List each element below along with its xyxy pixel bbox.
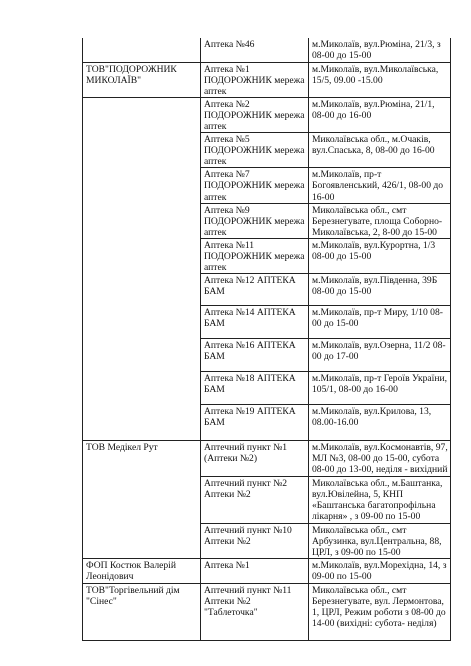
outlet-cell: Аптека №2 ПОДОРОЖНИК мережа аптек bbox=[201, 97, 309, 132]
document-page bbox=[82, 38, 450, 641]
table-row bbox=[83, 168, 451, 203]
outlet-cell: Аптека №7 ПОДОРОЖНИК мережа аптек bbox=[201, 168, 309, 203]
table-row bbox=[83, 133, 451, 168]
outlet-cell: Аптека №5 ПОДОРОЖНИК мережа аптек bbox=[201, 133, 309, 168]
organization-cell: ТОВ"ПОДОРОЖНИК МИКОЛАЇВ" bbox=[83, 62, 201, 97]
outlet-cell: Аптека №46 bbox=[201, 38, 309, 62]
organization-cell bbox=[83, 38, 201, 62]
address-cell: м.Миколаїв, вул.Південна, 39Б 08-00 до 15-00 bbox=[309, 274, 451, 306]
address-cell: м.Миколаїв, вул.Рюміна, 21/3, з 08-00 до 15-00 bbox=[309, 38, 451, 62]
table-row bbox=[83, 339, 451, 372]
organization-cell bbox=[83, 203, 201, 238]
table-row bbox=[83, 97, 451, 132]
table-row bbox=[83, 372, 451, 405]
address-cell: м.Миколаїв, вул.Миколаївська, 15/5, 09.00 -15.00 bbox=[309, 62, 451, 97]
outlet-cell: Аптека №9 ПОДОРОЖНИК мережа аптек bbox=[201, 203, 309, 238]
pharmacy-table bbox=[82, 38, 451, 641]
outlet-cell: Аптека №11 ПОДОРОЖНИК мережа аптек bbox=[201, 238, 309, 273]
table-row bbox=[83, 238, 451, 273]
outlet-cell: Аптека №14 АПТЕКА БАМ bbox=[201, 306, 309, 339]
organization-cell bbox=[83, 523, 201, 558]
address-cell: м.Миколаїв, вул.Озерна, 11/2 08-00 до 17-00 bbox=[309, 339, 451, 372]
table-row bbox=[83, 583, 451, 640]
table-row bbox=[83, 203, 451, 238]
outlet-cell: Аптечний пункт №1 (Аптеки №2) bbox=[201, 441, 309, 477]
address-cell: м.Миколаїв, вул.Курортна, 1/3 08-00 до 15-00 bbox=[309, 238, 451, 273]
address-cell: м.Миколаїв, вул.Морехідна, 14, з 09-00 по 15-00 bbox=[309, 558, 451, 583]
address-cell: м.Миколаїв, вул.Рюміна, 21/1, 08-00 до 16-00 bbox=[309, 97, 451, 132]
address-cell: м.Миколаїв, пр-т Богоявленський, 426/1, 08-00 до 16-00 bbox=[309, 168, 451, 203]
table-row bbox=[83, 405, 451, 441]
outlet-cell: Аптека №1 ПОДОРОЖНИК мережа аптек bbox=[201, 62, 309, 97]
table-row bbox=[83, 523, 451, 558]
address-cell: Миколаївська обл., смт Березнегувате, площа Соборно-Миколаївська, 2, 8-00 до 15-00 bbox=[309, 203, 451, 238]
outlet-cell: Аптека №18 АПТЕКА БАМ bbox=[201, 372, 309, 405]
table-row bbox=[83, 38, 451, 62]
table-row bbox=[83, 306, 451, 339]
address-cell: м.Миколаїв, вул.Крилова, 13, 08.00-16.00 bbox=[309, 405, 451, 441]
table-row bbox=[83, 477, 451, 523]
organization-cell bbox=[83, 97, 201, 132]
address-cell: м.Миколаїв, пр-т Героїв України, 105/1, 08-00 до 16-00 bbox=[309, 372, 451, 405]
outlet-cell: Аптека №1 bbox=[201, 558, 309, 583]
table-row bbox=[83, 274, 451, 306]
organization-cell bbox=[83, 133, 201, 168]
organization-cell: ТОВ Медікел Рут bbox=[83, 441, 201, 477]
address-cell: м.Миколаїв, пр-т Миру, 1/10 08-00 до 15-00 bbox=[309, 306, 451, 339]
outlet-cell: Аптечний пункт №11 Аптеки №2 "Таблеточка" bbox=[201, 583, 309, 640]
address-cell: Миколаївська обл., смт Арбузинка, вул.Центральна, 88, ЦРЛ, з 09-00 по 15-00 bbox=[309, 523, 451, 558]
organization-cell: ТОВ"Торгівельний дім "Сінес" bbox=[83, 583, 201, 640]
organization-cell bbox=[83, 372, 201, 405]
address-cell: Миколаївська обл., м.Очаків, вул.Спаська, 8, 08-00 до 16-00 bbox=[309, 133, 451, 168]
organization-cell bbox=[83, 274, 201, 306]
address-cell: Миколаївська обл., смт Березнегувате, вул. Лермонтова, 1, ЦРЛ, Режим роботи з 08-00 до 14-00 (вихідні: субота- неділя) bbox=[309, 583, 451, 640]
organization-cell: ФОП Костюк Валерій Леонідович bbox=[83, 558, 201, 583]
organization-cell bbox=[83, 477, 201, 523]
outlet-cell: Аптека №12 АПТЕКА БАМ bbox=[201, 274, 309, 306]
organization-cell bbox=[83, 405, 201, 441]
outlet-cell: Аптека №19 АПТЕКА БАМ bbox=[201, 405, 309, 441]
outlet-cell: Аптечний пункт №2 Аптеки №2 bbox=[201, 477, 309, 523]
organization-cell bbox=[83, 306, 201, 339]
organization-cell bbox=[83, 238, 201, 273]
address-cell: м.Миколаїв, вул.Космонавтів, 97, МЛ №3, 08-00 до 15-00, субота 08-00 до 13-00, неділя - вихідний bbox=[309, 441, 451, 477]
organization-cell bbox=[83, 168, 201, 203]
outlet-cell: Аптечний пункт №10 Аптеки №2 bbox=[201, 523, 309, 558]
table-row bbox=[83, 558, 451, 583]
table-row bbox=[83, 62, 451, 97]
address-cell: Миколаївська обл., м.Баштанка, вул.Ювілейна, 5, КНП «Баштанська багатопрофільна лікарня» , з 09-00 по 15-00 bbox=[309, 477, 451, 523]
organization-cell bbox=[83, 339, 201, 372]
table-row bbox=[83, 441, 451, 477]
outlet-cell: Аптека №16 АПТЕКА БАМ bbox=[201, 339, 309, 372]
